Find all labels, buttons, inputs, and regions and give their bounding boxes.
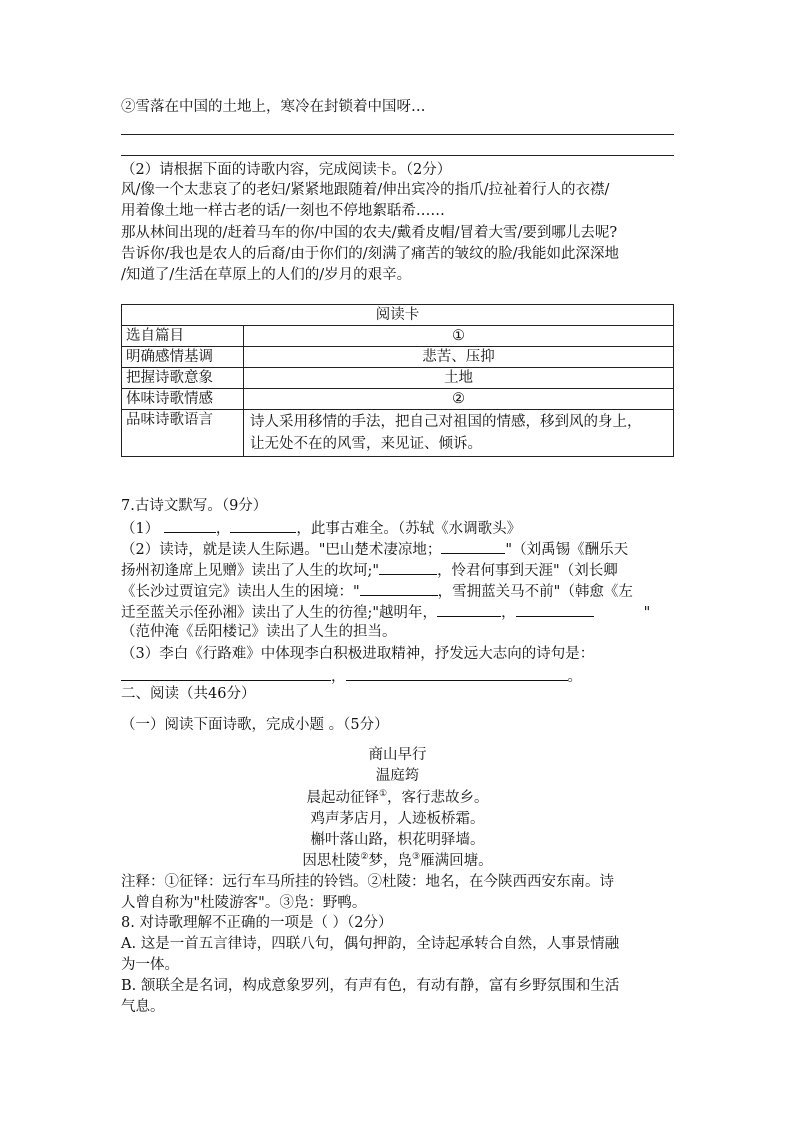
q7-heading: 7.古诗文默写。（9分） bbox=[121, 498, 268, 514]
option-a[interactable]: A. 这是一首五言律诗，四联八句，偶句押韵，全诗起承转合自然，人事景情融 bbox=[121, 936, 620, 952]
fill-blank[interactable] bbox=[437, 601, 501, 617]
option-b[interactable]: B. 颔联全是名词，构成意象罗列，有声有色，有动有静，富有乡野氛围和生活 bbox=[121, 978, 620, 994]
table-row bbox=[122, 326, 674, 347]
poem-line bbox=[121, 851, 674, 871]
poem-line bbox=[121, 788, 674, 808]
poem-line: 槲叶落山路，枳花明驿墙。 bbox=[310, 832, 485, 848]
text-span: "（刘禹锡《酬乐天 bbox=[505, 542, 629, 558]
text-span: 扬州初逢席上见赠》读出了人生的坎坷;" bbox=[121, 563, 380, 579]
q2-heading: （2）请根据下面的诗歌内容，完成阅读卡。（2分） bbox=[121, 162, 452, 178]
poem-line: 风/像一个太悲哀了的老妇/紧紧地跟随着/伸出宾冷的指爪/拉祉着行人的衣襟/ bbox=[121, 182, 610, 198]
fill-blank[interactable] bbox=[230, 517, 296, 533]
notes-line: 注释：①征铎：远行车马所挂的铃铛。②杜陵：地名，在今陕西西安东南。诗 bbox=[121, 874, 614, 890]
text-span: " bbox=[643, 605, 651, 621]
row-value bbox=[244, 410, 674, 457]
poem-line: 那从林间出现的/赶着马车的你/中国的农夫/戴肴皮帽/冒着大雪/要到哪儿去呢? bbox=[121, 225, 618, 241]
table-row bbox=[122, 347, 674, 368]
fill-blank[interactable] bbox=[360, 580, 438, 596]
poem-line: 告诉你/我也是农人的后裔/由于你们的/刻满了痛苦的皱纹的脸/我能如此深深地 bbox=[121, 246, 620, 262]
fill-blank[interactable] bbox=[346, 665, 568, 681]
row-value: ① bbox=[244, 326, 674, 347]
q7-part2-line bbox=[121, 580, 633, 602]
row-value-line: 诗人采用移情的手法，把自己对祖国的情感，移到风的身上， bbox=[250, 414, 642, 430]
footnote-mark: ① bbox=[378, 789, 388, 800]
table-row bbox=[122, 305, 674, 326]
q7-part2-line bbox=[121, 538, 628, 560]
footnote-mark: ③ bbox=[412, 852, 421, 863]
q8-stem: 8. 对诗歌理解不正确的一项是（ ）（2分） bbox=[121, 915, 393, 931]
text-span: 晨起动征铎 bbox=[306, 790, 379, 806]
q7-part1: （1） ， ，此事古难全。（苏轼《水调歌头》 bbox=[121, 517, 521, 539]
table-row bbox=[122, 410, 674, 457]
poem-line: 用着像土地一样古老的话/一刻也不停地絮聒希…… bbox=[121, 203, 445, 219]
row-value: 悲苦、压抑 bbox=[244, 347, 674, 368]
poem-line: /知道了/生活在草原上的人们的/岁月的艰辛。 bbox=[121, 267, 412, 283]
text-span: 因思杜陵 bbox=[302, 853, 361, 869]
q7-part3-line: （3）李白《行路难》中体现李白积极进取精神，抒发远大志向的诗句是： bbox=[121, 646, 595, 662]
text-span: ，雪拥蓝关马不前"（韩愈《左 bbox=[437, 584, 633, 600]
answer-rule bbox=[121, 155, 674, 156]
fill-blank[interactable] bbox=[516, 601, 594, 617]
row-value: 土地 bbox=[244, 368, 674, 389]
fill-blank[interactable] bbox=[121, 665, 331, 681]
text-span: 迁至蓝关示侄孙湘》读出了人生的彷徨;"越明年， bbox=[121, 605, 438, 621]
text-span: 《长沙过贾谊完》读出人生的困境：" bbox=[121, 584, 360, 600]
q7-part3-answer: ， 。 bbox=[121, 665, 582, 687]
option-b-cont: 气息。 bbox=[121, 999, 165, 1015]
reading-card-table bbox=[121, 304, 674, 457]
q7-part2-line: 迁至蓝关示侄孙湘》读出了人生的彷徨;"越明年， ， " bbox=[121, 601, 650, 623]
table-row bbox=[122, 389, 674, 410]
poem-author: 温庭筠 bbox=[375, 768, 420, 784]
subsection-heading: （一）阅读下面诗歌，完成小题 。（5分） bbox=[121, 717, 389, 733]
fill-blank[interactable] bbox=[441, 538, 505, 554]
notes-line: 人曾自称为"杜陵游客"。③凫：野鸭。 bbox=[121, 895, 367, 911]
footnote-mark: ② bbox=[360, 852, 369, 863]
reading-card-title: 阅读卡 bbox=[122, 305, 674, 326]
section-heading: 二、阅读（共46分） bbox=[121, 686, 256, 702]
row-label: 选自篇目 bbox=[122, 326, 244, 347]
text-span: 梦，凫 bbox=[368, 853, 412, 869]
text-span: ，客行悲故乡。 bbox=[387, 790, 489, 806]
reform-line: ②雪落在中国的土地上，寒冷在封锁着中国呀… bbox=[121, 99, 426, 115]
row-label: 品味诗歌语言 bbox=[122, 410, 244, 457]
q7-part2-line bbox=[121, 559, 618, 581]
row-label: 明确感情基调 bbox=[122, 347, 244, 368]
q7-part1-prefix: （1） bbox=[121, 521, 160, 537]
option-a-cont: 为一体。 bbox=[121, 957, 179, 973]
q7-part1-suffix: ，此事古难全。（苏轼《水调歌头》 bbox=[296, 521, 522, 537]
poem-line: 鸡声茅店月，人迹板桥霜。 bbox=[310, 811, 485, 827]
table-row bbox=[122, 368, 674, 389]
row-label: 体味诗歌情感 bbox=[122, 389, 244, 410]
poem-title: 商山早行 bbox=[368, 747, 427, 763]
row-value: ② bbox=[244, 389, 674, 410]
row-value-line: 让无处不在的风雪，来见证、倾诉。 bbox=[250, 436, 482, 452]
text-span: （2）读诗，就是读人生际遇。"巴山楚术凄凉地； bbox=[121, 542, 442, 558]
fill-blank[interactable] bbox=[164, 517, 216, 533]
q7-part2-line: （范仲淹《岳阳楼记》读出了人生的担当。 bbox=[121, 624, 397, 640]
row-label: 把握诗歌意象 bbox=[122, 368, 244, 389]
text-span: 雁满回塘。 bbox=[420, 853, 493, 869]
text-span: 。 bbox=[567, 669, 582, 685]
answer-rule bbox=[121, 134, 674, 135]
fill-blank[interactable] bbox=[379, 559, 437, 575]
text-span: ，怜君何事到天涯"（刘长卿 bbox=[437, 563, 618, 579]
